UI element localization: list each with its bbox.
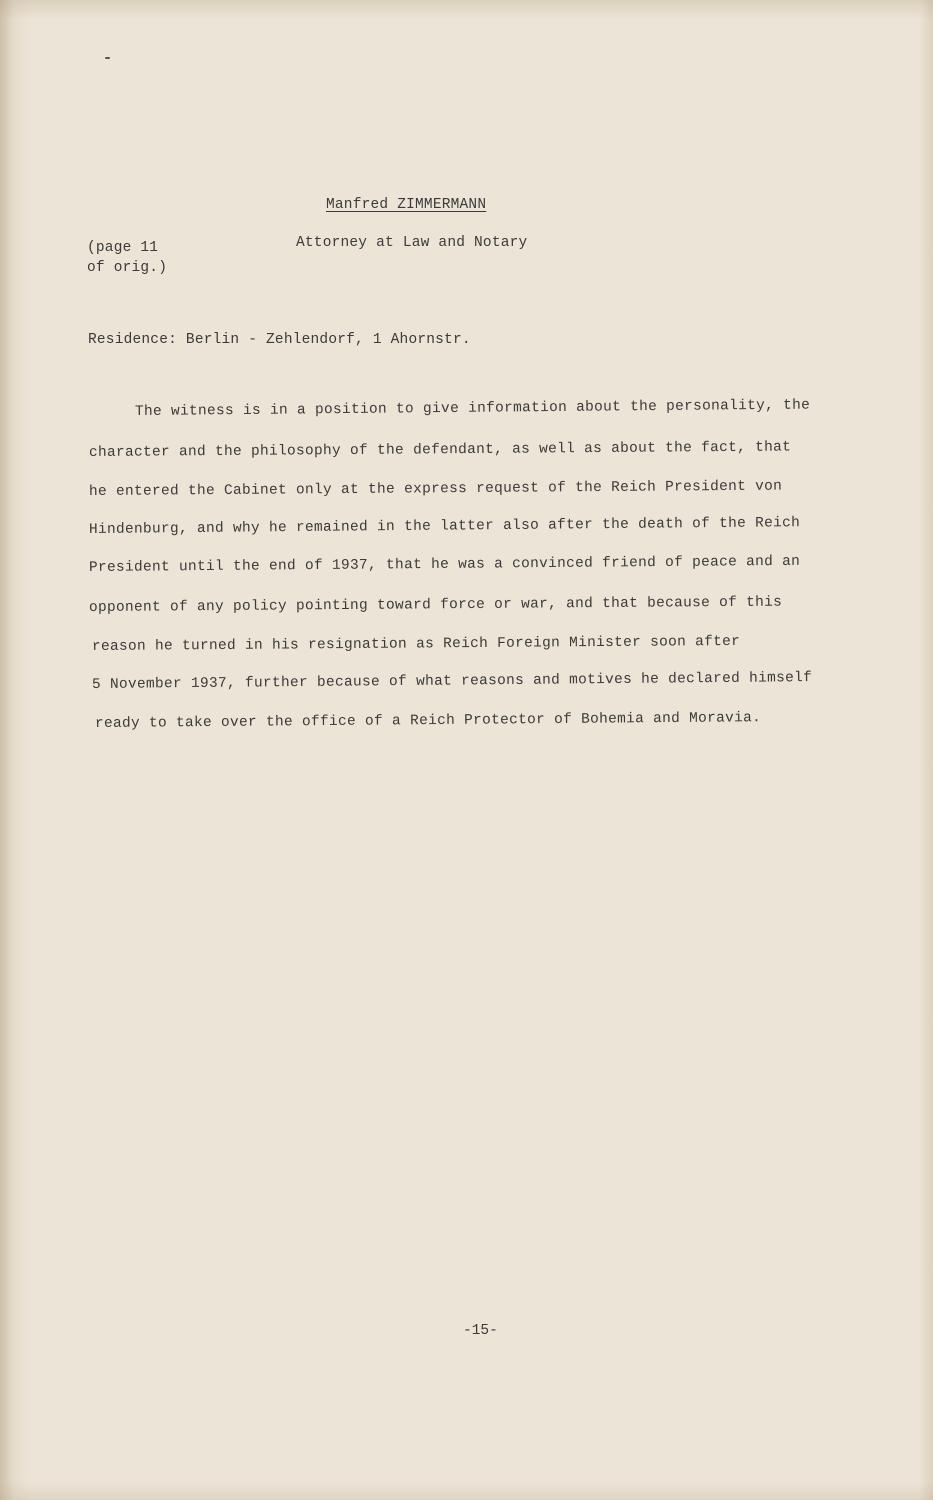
body-line: Hindenburg, and why he remained in the latter also after the death of the Reich xyxy=(88,515,801,538)
page-number: -15- xyxy=(463,1323,498,1339)
body-line: ready to take over the office of a Reich Protector of Bohemia and Moravia. xyxy=(94,710,762,732)
page-reference: (page 11 of orig.) xyxy=(87,240,168,276)
residence-line: Residence: Berlin - Zehlendorf, 1 Ahornstr. xyxy=(88,332,471,348)
body-line: reason he turned in his resignation as Reich Foreign Minister soon after xyxy=(91,633,741,655)
body-line: he entered the Cabinet only at the express request of the Reich President von xyxy=(88,478,783,500)
witness-title: Attorney at Law and Notary xyxy=(296,235,528,251)
body-line: opponent of any policy pointing toward force or war, and that because of this xyxy=(88,594,783,616)
body-line: The witness is in a position to give information about the personality, the xyxy=(134,397,811,420)
ink-speck xyxy=(105,57,110,59)
body-line: President until the end of 1937, that he was a convinced friend of peace and an xyxy=(88,553,801,576)
body-line: character and the philosophy of the defendant, as well as about the fact, that xyxy=(88,439,792,461)
witness-name: Manfred ZIMMERMANN xyxy=(326,197,487,213)
body-line: 5 November 1937, further because of what reasons and motives he declared himself xyxy=(91,670,813,693)
